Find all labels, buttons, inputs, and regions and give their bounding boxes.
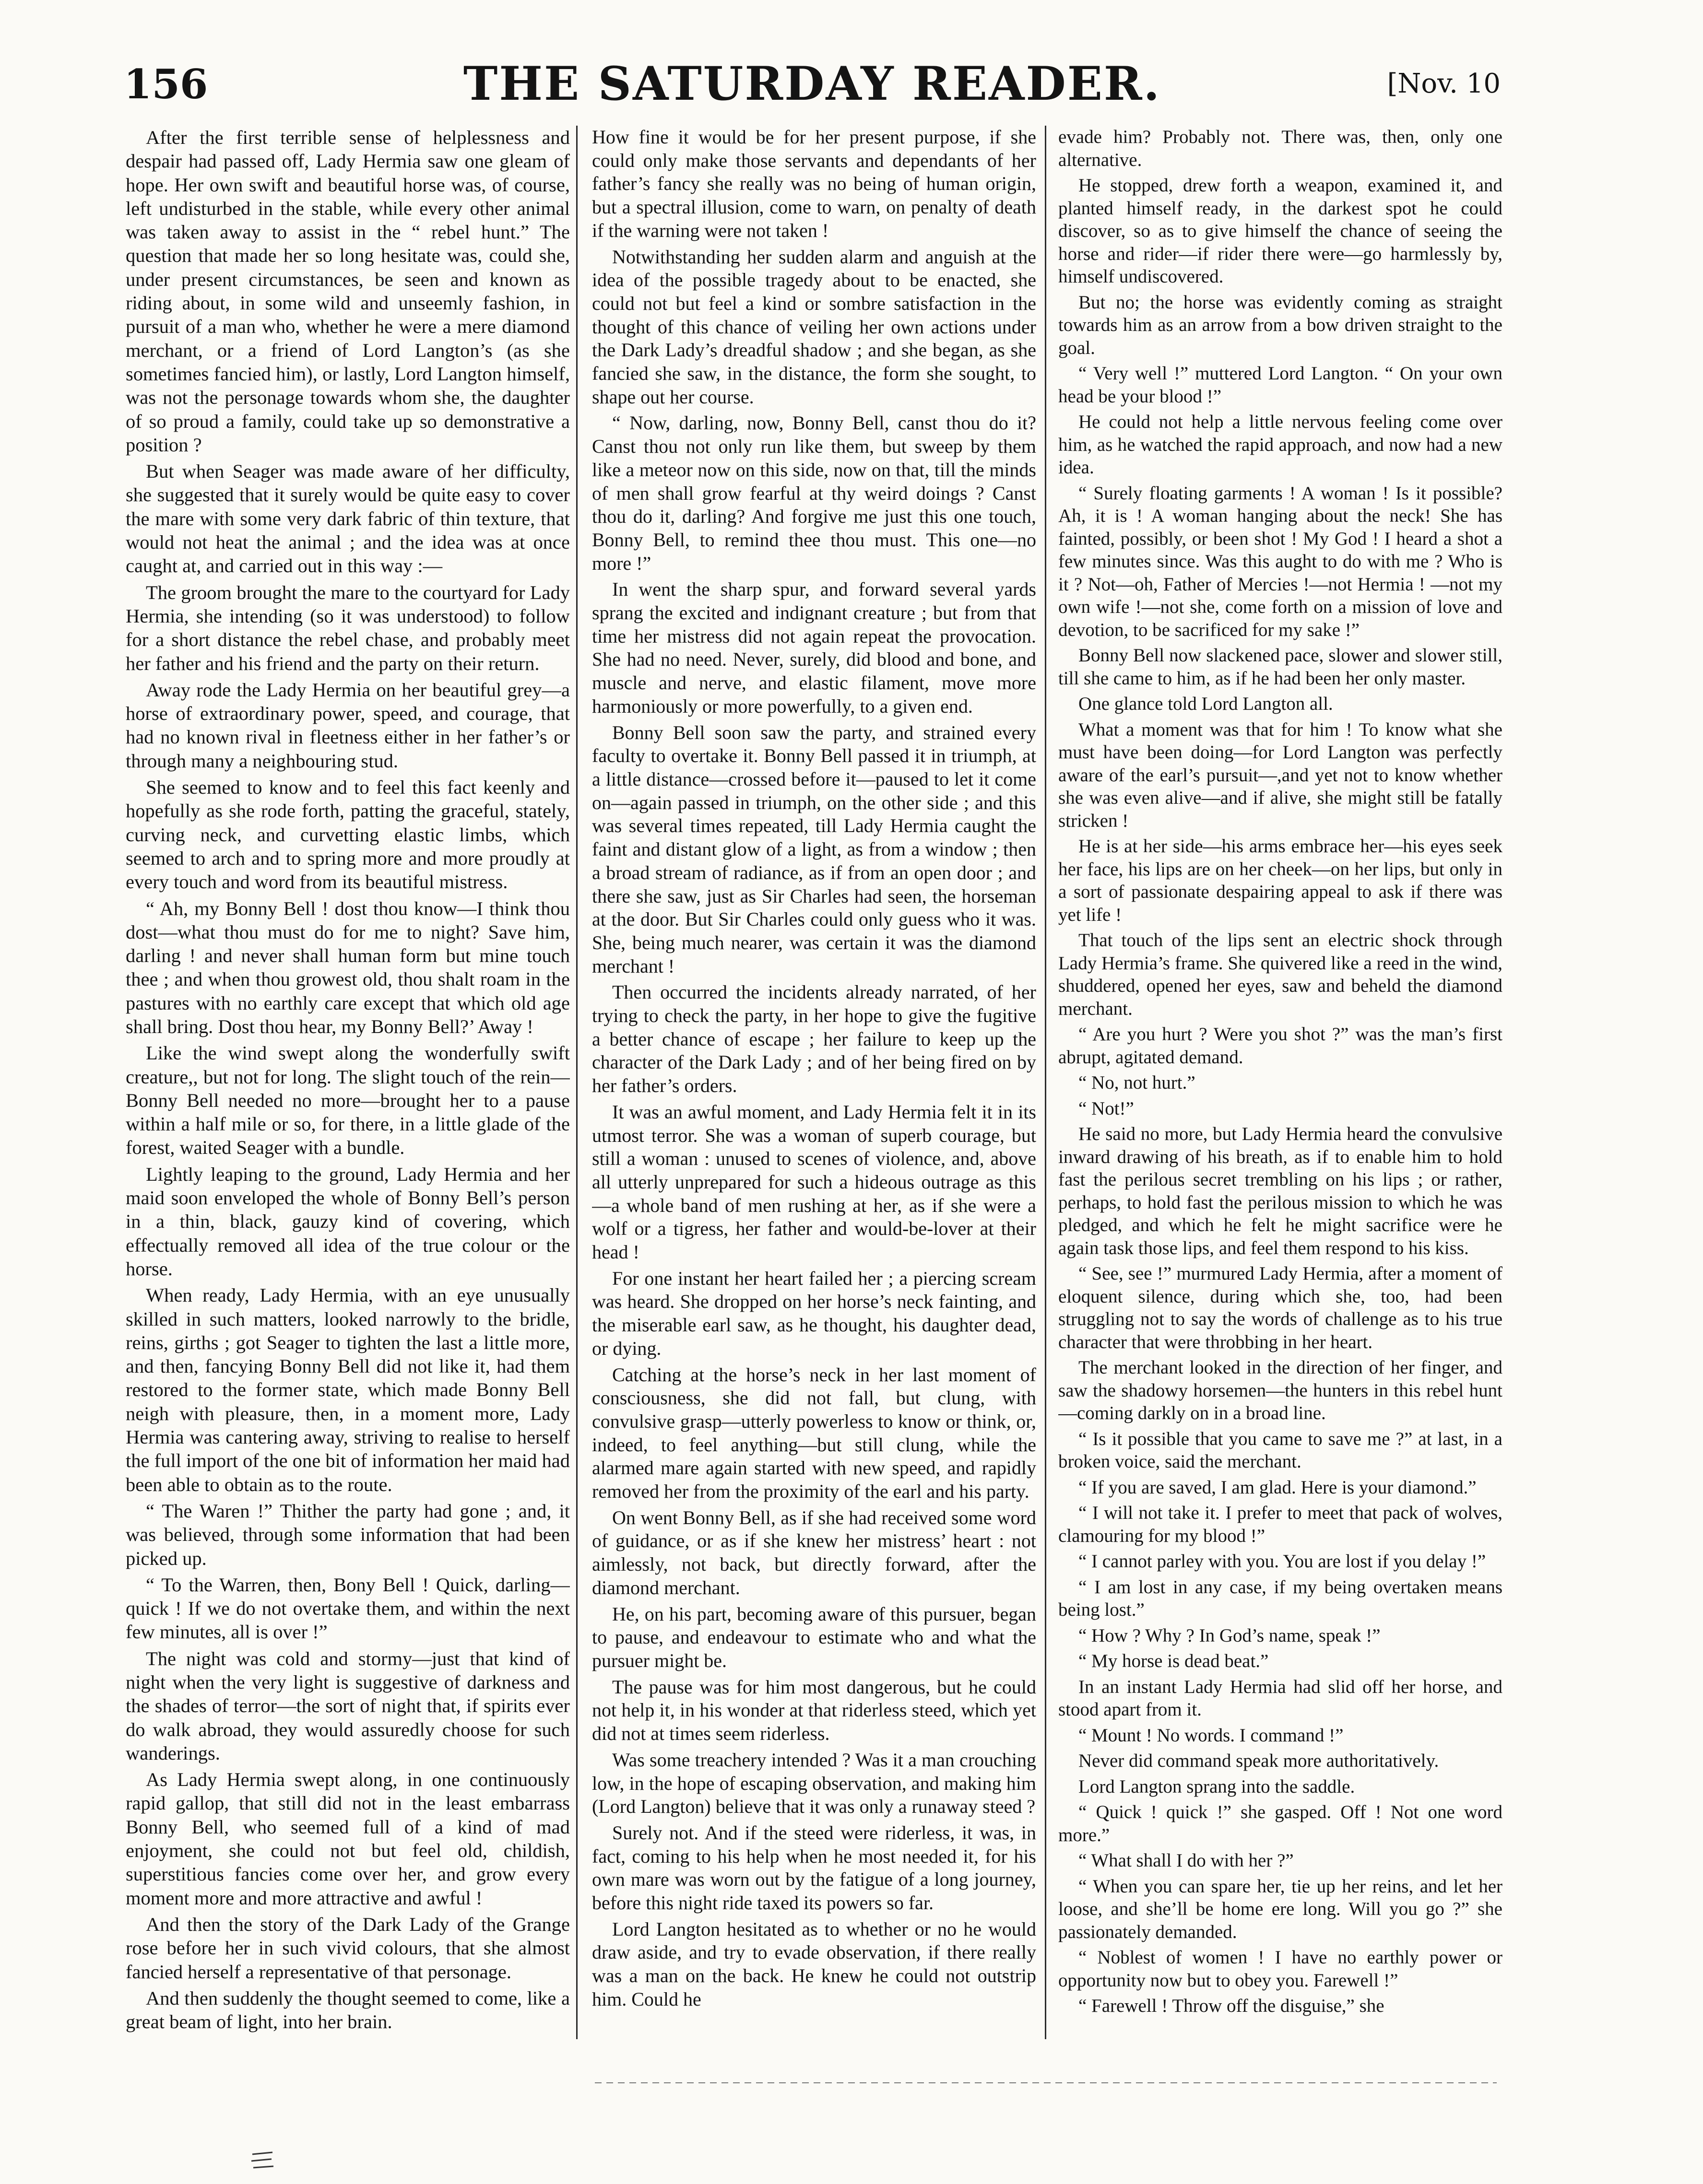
paragraph: How fine it would be for her present purpose, if she could only make those servants and dependants of her father’s fancy she really was no being of human origin, but a spectral illusion, come to warn, on penalty of death if the warning were not taken ! [592,126,1036,241]
paragraph: “ See, see !” murmured Lady Hermia, after a moment of eloquent silence, during which she, too, had been struggling not to say the words of challenge as to his true character that were throbbing in her heart. [1058,1263,1502,1352]
paragraph: Bonny Bell soon saw the party, and strained every faculty to overtake it. Bonny Bell passed it in triumph, at a little distance—crossed before it—paused to let it come on—again passed in triumph, on the other side ; and this was several times repeated, till Lady Hermia caught the faint and distant glow of a light, as from a window ; then a broad stream of radiance, as if from an open door ; and there she saw, just as Sir Charles had seen, the horseman at the door. But Sir Charles could only guess who it was. She, being much nearer, was certain it was the diamond merchant ! [592,721,1036,977]
paragraph: It was an awful moment, and Lady Hermia felt it in its utmost terror. She was a woman of superb courage, but still a woman : unused to scenes of violence, and, above all utterly unprepared for such a hideous outrage as this—a whole band of men rushing at her, as if she were a wolf or a tigress, her father and would-be-lover at their head ! [592,1101,1036,1263]
paragraph: But no; the horse was evidently coming as straight towards him as an arrow from a bow driven straight to the goal. [1058,292,1502,358]
paragraph: The groom brought the mare to the courtyard for Lady Hermia, she intending (so it was understood) to follow for a short distance the rebel chase, and probably meet her father and his friend and the party on their return. [126,581,570,674]
paragraph: He, on his part, becoming aware of this pursuer, began to pause, and endeavour to estimate who and what the pursuer might be. [592,1603,1036,1671]
paragraph: “ Now, darling, now, Bonny Bell, canst thou do it? Canst thou not only run like them, but sweep by them like a meteor now on this side, now on that, till the minds of men shall grow fearful at thy weird doings ? Canst thou do it, darling? And forgive me just this one touch, Bonny Bell, to remind thee thou must. This one—no more !” [592,412,1036,574]
paragraph: Lightly leaping to the ground, Lady Hermia and her maid soon enveloped the whole of Bonny Bell’s person in a thin, black, gauzy kind of covering, which effectually removed all idea of the true colour or the horse. [126,1163,570,1280]
page-header [124,52,1501,124]
paragraph: As Lady Hermia swept along, in one continuously rapid gallop, that still did not in the least embarrass Bonny Bell, who seemed full of a kind of mad enjoyment, she could not but feel old, childish, superstitious fancies come over her, and grow every moment more and more attractive and awful ! [126,1769,570,1909]
paragraph: “ How ? Why ? In God’s name, speak !” [1078,1625,1381,1646]
paragraph: After the first terrible sense of helplessness and despair had passed off, Lady Hermia saw one gleam of hope. Her own swift and beautiful horse was, of course, left undisturbed in the stable, while every other animal was taken away to assist in the “ rebel hunt.” The question that made her so long hesitate was, could she, under present circumstances, be seen and known as riding about, in some wild and unseemly fashion, in pursuit of a man who, whether he were a mere diamond merchant, or a friend of Lord Langton’s (as she sometimes fancied him), or lastly, Lord Langton himself, was not the personage towards whom she, the daughter of so proud a family, could take up so demonstrative a position ? [126,127,570,456]
paragraph: The pause was for him most dangerous, but he could not help it, in his wonder at that riderless steed, which yet did not at times seem riderless. [592,1676,1036,1745]
paragraph: “ Ah, my Bonny Bell ! dost thou know—I think thou dost—what thou must do for me to night? Save him, darling ! and never shall human form but mine touch thee ; and when thou growest old, thou shalt roam in the pastures with no earthly care except that which old age shall bring. Dost thou hear, my Bonny Bell?’ Away ! [126,897,570,1037]
paragraph: When ready, Lady Hermia, with an eye unusually skilled in such matters, looked narrowly to the bridle, reins, girths ; got Seager to tighten the last a little more, and then, fancying Bonny Bell did not like it, had them restored to the former state, which made Bonny Bell neigh with pleasure, then, in a moment more, Lady Hermia was cantering away, striving to realise to herself the full import of the one bit of information her maid had been able to obtain as to the route. [126,1284,570,1495]
footer-dotted-rule [595,2082,1497,2083]
paragraph: “ Surely floating garments ! A woman ! Is it possible? Ah, it is ! A woman hanging about the neck! She has fainted, possibly, or been shot ! My God ! I heard a shot a few minutes since. Was this aught to do with me ? Who is it ? Not—oh, Father of Mercies !—not Hermia ! —not my own wife !—not she, come forth on a mission of love and devotion, to be sacrificed for my sake !” [1058,482,1502,640]
paragraph: On went Bonny Bell, as if she had received some word of guidance, or as if she knew her mistress’ heart : not aimlessly, not back, but directly forward, after the diamond merchant. [592,1506,1036,1598]
paragraph: “ I am lost in any case, if my being overtaken means being lost.” [1058,1576,1502,1620]
text-column-2 [592,126,1036,2050]
paragraph: In went the sharp spur, and forward several yards sprang the excited and indignant creature ; but from that time her mistress did not again repeat the provocation. She had no need. Never, surely, did blood and bone, and muscle and nerve, and elastic filament, move more harmoniously or more powerfully, to a given end. [592,578,1036,717]
paragraph: “ My horse is dead beat.” [1078,1651,1269,1671]
paragraph: Was some treachery intended ? Was it a man crouching low, in the hope of escaping observation, and making him (Lord Langton) believe that it was only a runaway steed ? [592,1749,1036,1818]
paragraph: “ Not!” [1078,1098,1134,1119]
paragraph: “ I will not take it. I prefer to meet that pack of wolves, clamouring for my blood !” [1058,1503,1502,1546]
paragraph: Lord Langton sprang into the saddle. [1078,1776,1355,1797]
paragraph: “ Are you hurt ? Were you shot ?” was the man’s first abrupt, agitated demand. [1058,1024,1502,1068]
paragraph: “ To the Warren, then, Bony Bell ! Quick, darling—quick ! If we do not overtake them, and within the next few minutes, all is over !” [126,1573,570,1643]
paragraph: The night was cold and stormy—just that kind of night when the very light is suggestive of darkness and the shades of terror—the sort of night that, if spirits ever do walk abroad, they would assuredly choose for such wanderings. [126,1647,570,1764]
paragraph: The merchant looked in the direction of her finger, and saw the shadowy horsemen—the hunters in this rebel hunt—coming darkly on in a broad line. [1058,1357,1502,1423]
paragraph: “ What shall I do with her ?” [1078,1850,1294,1871]
paragraph: “ Mount ! No words. I command !” [1078,1725,1344,1746]
paragraph: “ Quick ! quick !” she gasped. Off ! Not one word more.” [1058,1802,1502,1845]
paragraph: Notwithstanding her sudden alarm and anguish at the idea of the possible tragedy about to be enacted, she could not but feel a kind or sombre satisfaction in the thought of this chance of veiling her own actions under the Dark Lady’s dreadful shadow ; and she began, as she fancied she saw, in the distance, the form she sought, to shape out her course. [592,246,1036,408]
paragraph: “ Very well !” muttered Lord Langton. “ On your own head be your blood !” [1058,363,1502,407]
paragraph: Catching at the horse’s neck in her last moment of consciousness, she did not fall, but clung, with convulsive grasp—utterly powerless to know or think, or, indeed, to feel anything—but still clung, while the alarmed mare again started with new speed, and rapidly removed her from the proximity of the earl and his party. [592,1363,1036,1503]
paragraph: He said no more, but Lady Hermia heard the convulsive inward drawing of his breath, as if to enable him to hold fast the perilous secret trembling on his lips ; or rather, perhaps, to hold fast the perilous mission to which he was pledged, and which he felt he might sacrifice were he again task those lips, and feel them respond to his kiss. [1058,1124,1502,1258]
paragraph: One glance told Lord Langton all. [1078,693,1333,714]
paragraph: Surely not. And if the steed were riderless, it was, in fact, coming to his help when he most needed it, for his own mare was worn out by the fatigue of a long journey, before this night ride taxed its powers so far. [592,1821,1036,1914]
paragraph: He is at her side—his arms embrace her—his eyes seek her face, his lips are on her cheek—on her lips, but only in a sort of passionate despairing appeal to ask if there was yet life ! [1058,836,1502,925]
paragraph: Lord Langton hesitated as to whether or no he would draw aside, and try to evade observation, if there really was a man on the back. He knew he could not outstrip him. Could he [592,1918,1036,2010]
paragraph: “ The Waren !” Thither the party had gone ; and, it was believed, through some information that had been picked up. [126,1500,570,1569]
paragraph: For one instant her heart failed her ; a piercing scream was heard. She dropped on her horse’s neck fainting, and the miserable earl saw, as he thought, his daughter dead, or dying. [592,1267,1036,1359]
scan-artifact-mark [249,2149,276,2172]
paragraph: evade him? Probably not. There was, then, only one alternative. [1058,127,1502,170]
paragraph: Away rode the Lady Hermia on her beautiful grey—a horse of extraordinary power, speed, and courage, that had no known rival in fleetness either in her father’s or through many a neighbouring stud. [126,679,570,772]
issue-date: [Nov. 10 [1387,68,1501,99]
paragraph: “ No, not hurt.” [1078,1072,1195,1093]
paragraph: Bonny Bell now slackened pace, slower and slower still, till she came to him, as if he had been her only master. [1058,645,1502,689]
paragraph: But when Seager was made aware of her difficulty, she suggested that it surely would be quite easy to cover the mare with some very dark fabric of thin texture, that would not heat the animal ; and the idea was at once caught at, and carried out in this way :— [126,460,570,577]
paragraph: What a moment was that for him ! To know what she must have been doing—for Lord Langton was perfectly aware of the earl’s pursuit—,and yet not to know whether she was even alive—and if alive, she might still be fatally stricken ! [1058,719,1502,831]
article-body [126,126,1507,2050]
page-number: 156 [124,60,208,108]
paragraph: “ When you can spare her, tie up her reins, and let her loose, and she’ll be home ere long. Will you go ?” she passionately demanded. [1058,1876,1502,1942]
paragraph: Then occurred the incidents already narrated, of her trying to check the party, in her hope to give the fugitive a better chance of escape ; her failure to keep up the character of the Dark Lady ; and of her being fired on by her father’s orders. [592,981,1036,1097]
paragraph: She seemed to know and to feel this fact keenly and hopefully as she rode forth, patting the graceful, stately, curving neck, and curvetting elastic limbs, which seemed to arch and to spring more and more proudly at every touch and word from its beautiful mistress. [126,776,570,893]
paragraph: “ Noblest of women ! I have no earthly power or opportunity now but to obey you. Farewell !” [1058,1947,1502,1991]
paragraph: In an instant Lady Hermia had slid off her horse, and stood apart from it. [1058,1676,1502,1720]
masthead-title: THE SATURDAY READER. [463,57,1161,111]
paragraph: “ Farewell ! Throw off the disguise,” she [1078,1996,1384,2016]
paragraph: He could not help a little nervous feeling come over him, as he watched the rapid approach, and now had a new idea. [1058,411,1502,478]
paragraph: That touch of the lips sent an electric shock through Lady Hermia’s frame. She quivered like a reed in the wind, shuddered, opened her eyes, saw and beheld the diamond merchant. [1058,930,1502,1019]
paragraph: And then the story of the Dark Lady of the Grange rose before her in such vivid colours, that she almost fancied herself a representative of that personage. [126,1913,570,1983]
paragraph: “ If you are saved, I am glad. Here is your diamond.” [1078,1477,1477,1498]
paragraph: Never did command speak more authoritatively. [1078,1750,1439,1771]
paragraph: “ I cannot parley with you. You are lost if you delay !” [1078,1551,1486,1572]
paragraph: Like the wind swept along the wonderfully swift creature,, but not for long. The slight touch of the rein—Bonny Bell needed no more—brought her to a pause within a half mile or so, for there, in a little glade of the forest, waited Seager with a bundle. [126,1042,570,1159]
paragraph: “ Is it possible that you came to save me ?” at last, in a broken voice, said the merchant. [1058,1428,1502,1472]
text-column-3 [1058,126,1502,2050]
paragraph: And then suddenly the thought seemed to come, like a great beam of light, into her brain. [126,1987,570,2033]
paragraph: He stopped, drew forth a weapon, examined it, and planted himself ready, in the darkest spot he could discover, so as to give himself the chance of seeing the horse and rider—if rider there were—go harmlessly by, himself undiscovered. [1058,175,1502,287]
text-column-1 [126,126,570,2050]
